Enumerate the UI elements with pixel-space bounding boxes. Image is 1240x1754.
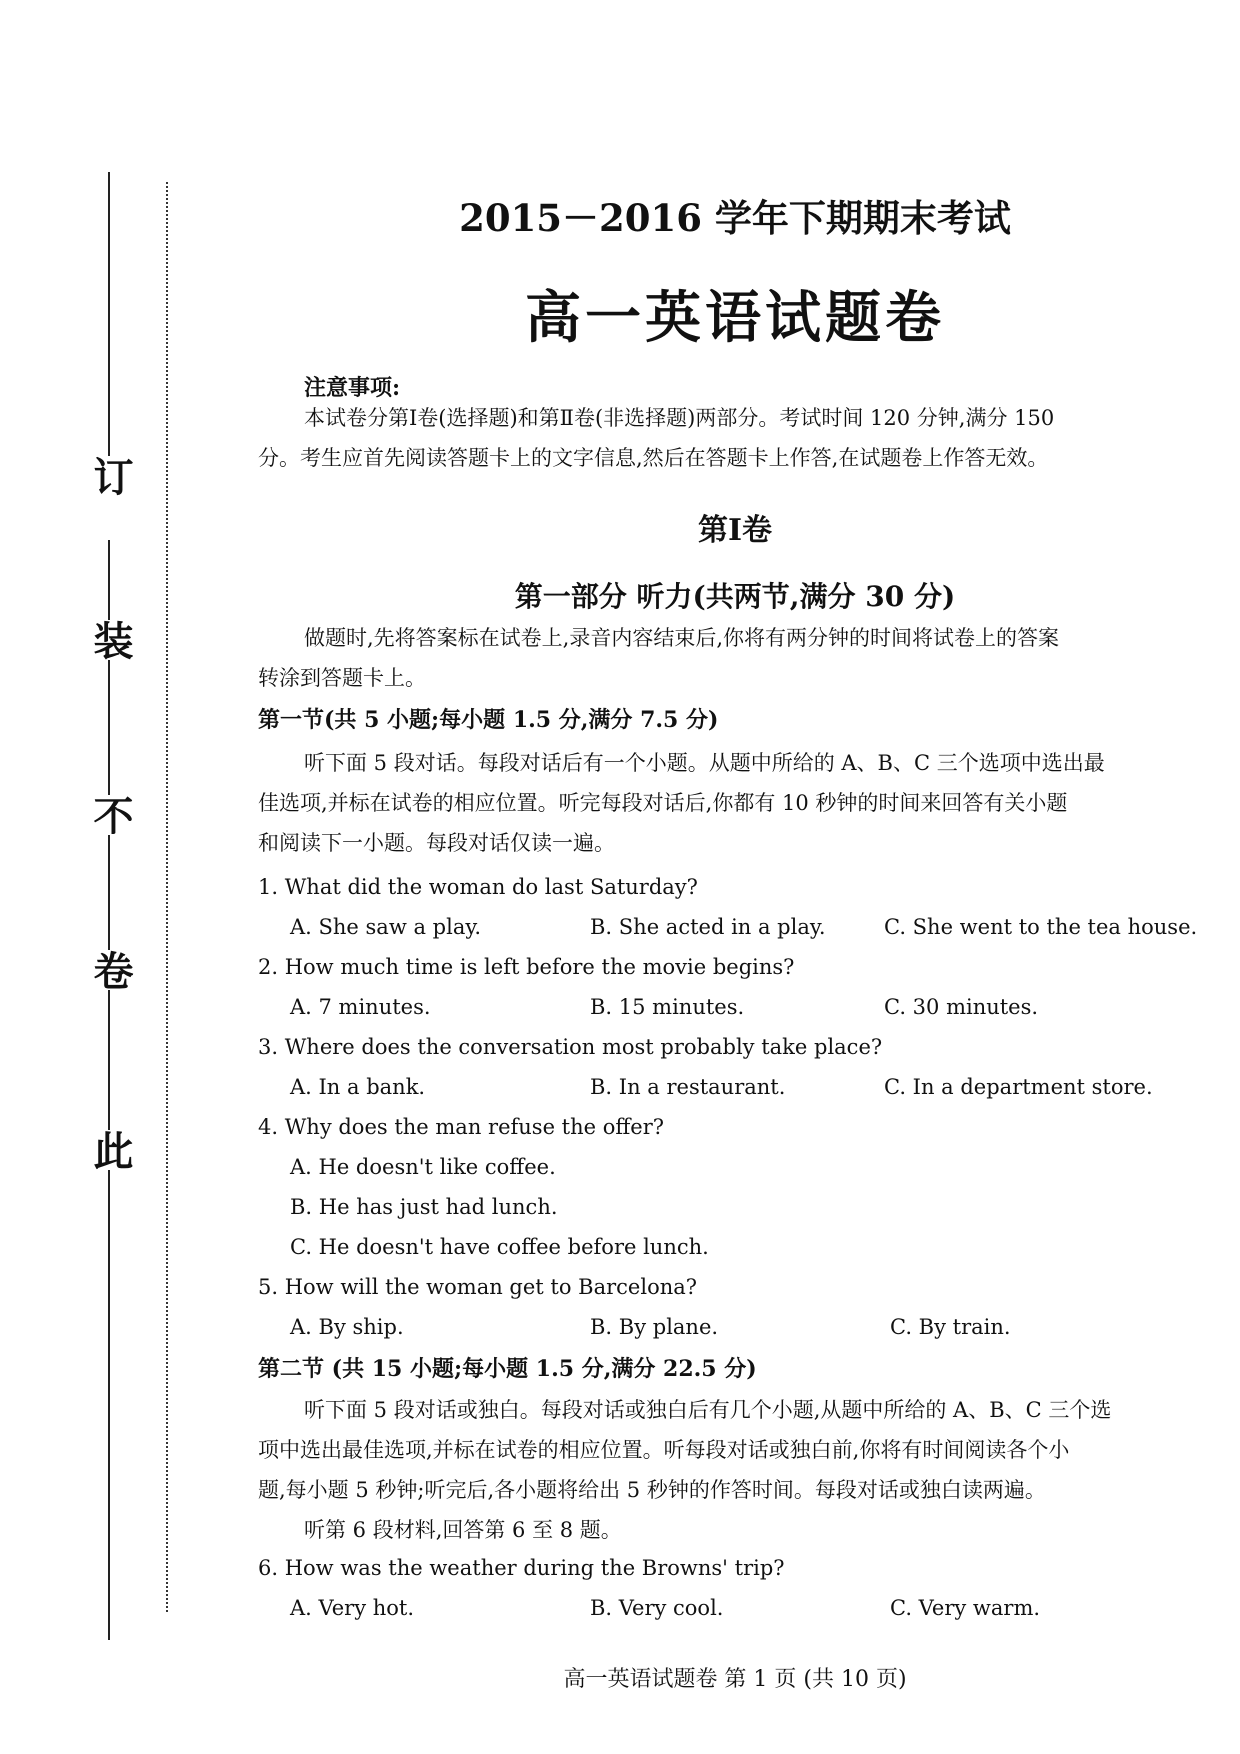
option: B. Very cool.	[590, 1596, 724, 1620]
option: A. In a bank.	[290, 1075, 426, 1099]
question: 1. What did the woman do last Saturday?	[258, 875, 698, 899]
binding-char: 卷	[87, 950, 133, 990]
option: C. By train.	[890, 1315, 1011, 1339]
option: A. By ship.	[290, 1315, 404, 1339]
option: A. She saw a play.	[290, 915, 482, 939]
section-line: 和阅读下一小题。每段对话仅读一遍。	[258, 831, 615, 855]
option: C. Very warm.	[890, 1596, 1041, 1620]
binding-char: 此	[87, 1130, 133, 1170]
part-intro-line: 做题时,先将答案标在试卷上,录音内容结束后,你将有两分钟的时间将试卷上的答案	[304, 626, 1060, 650]
question: 2. How much time is left before the movie begins?	[258, 955, 795, 979]
notice-line: 本试卷分第Ⅰ卷(选择题)和第Ⅱ卷(非选择题)两部分。考试时间 120 分钟,满分 150	[304, 406, 1055, 430]
page-footer: 高一英语试题卷 第 1 页 (共 10 页)	[563, 1667, 907, 1692]
section-line: 题,每小题 5 秒钟;听完后,各小题将给出 5 秒钟的作答时间。每段对话或独白读两遍。	[258, 1478, 1046, 1502]
binding-line	[108, 540, 110, 1640]
section-line: 项中选出最佳选项,并标在试卷的相应位置。听每段对话或独白前,你将有时间阅读各个小	[258, 1438, 1070, 1462]
question: 4. Why does the man refuse the offer?	[258, 1115, 665, 1139]
section-line: 听下面 5 段对话或独白。每段对话或独白后有几个小题,从题中所给的 A、B、C 三个选	[304, 1398, 1112, 1422]
section-line: 听下面 5 段对话。每段对话后有一个小题。从题中所给的 A、B、C 三个选项中选出最	[304, 751, 1105, 775]
option: B. She acted in a play.	[590, 915, 826, 939]
binding-dotted-line	[166, 182, 168, 1612]
volume-title: 第Ⅰ卷	[697, 513, 773, 548]
binding-char: 装	[87, 620, 133, 660]
material-instruction: 听第 6 段材料,回答第 6 至 8 题。	[304, 1518, 622, 1542]
binding-char: 不	[87, 795, 133, 835]
section-title: 第二节 (共 15 小题;每小题 1.5 分,满分 22.5 分)	[258, 1356, 757, 1382]
option: A. 7 minutes.	[290, 995, 431, 1019]
section-title: 第一节(共 5 小题;每小题 1.5 分,满分 7.5 分)	[258, 707, 719, 733]
option: C. 30 minutes.	[884, 995, 1039, 1019]
exam-title: 2015－2016 学年下期期末考试	[459, 196, 1011, 240]
question: 6. How was the weather during the Browns' trip?	[258, 1556, 785, 1580]
option: B. He has just had lunch.	[290, 1195, 558, 1219]
part-intro-line: 转涂到答题卡上。	[258, 666, 426, 690]
question: 3. Where does the conversation most probably take place?	[258, 1035, 883, 1059]
option: C. In a department store.	[884, 1075, 1153, 1099]
option: B. In a restaurant.	[590, 1075, 786, 1099]
part-title: 第一部分 听力(共两节,满分 30 分)	[514, 580, 956, 613]
option: A. He doesn't like coffee.	[290, 1155, 556, 1179]
section-line: 佳选项,并标在试卷的相应位置。听完每段对话后,你都有 10 秒钟的时间来回答有关小题	[258, 791, 1068, 815]
notice-label: 注意事项:	[304, 375, 401, 401]
option: A. Very hot.	[290, 1596, 415, 1620]
option: C. He doesn't have coffee before lunch.	[290, 1235, 709, 1259]
question: 5. How will the woman get to Barcelona?	[258, 1275, 698, 1299]
notice-line: 分。考生应首先阅读答题卡上的文字信息,然后在答题卡上作答,在试题卷上作答无效。	[258, 446, 1049, 470]
option: B. By plane.	[590, 1315, 719, 1339]
option: B. 15 minutes.	[590, 995, 745, 1019]
option: C. She went to the tea house.	[884, 915, 1198, 939]
binding-char: 订	[87, 456, 133, 496]
main-title: 高一英语试题卷	[525, 286, 945, 351]
